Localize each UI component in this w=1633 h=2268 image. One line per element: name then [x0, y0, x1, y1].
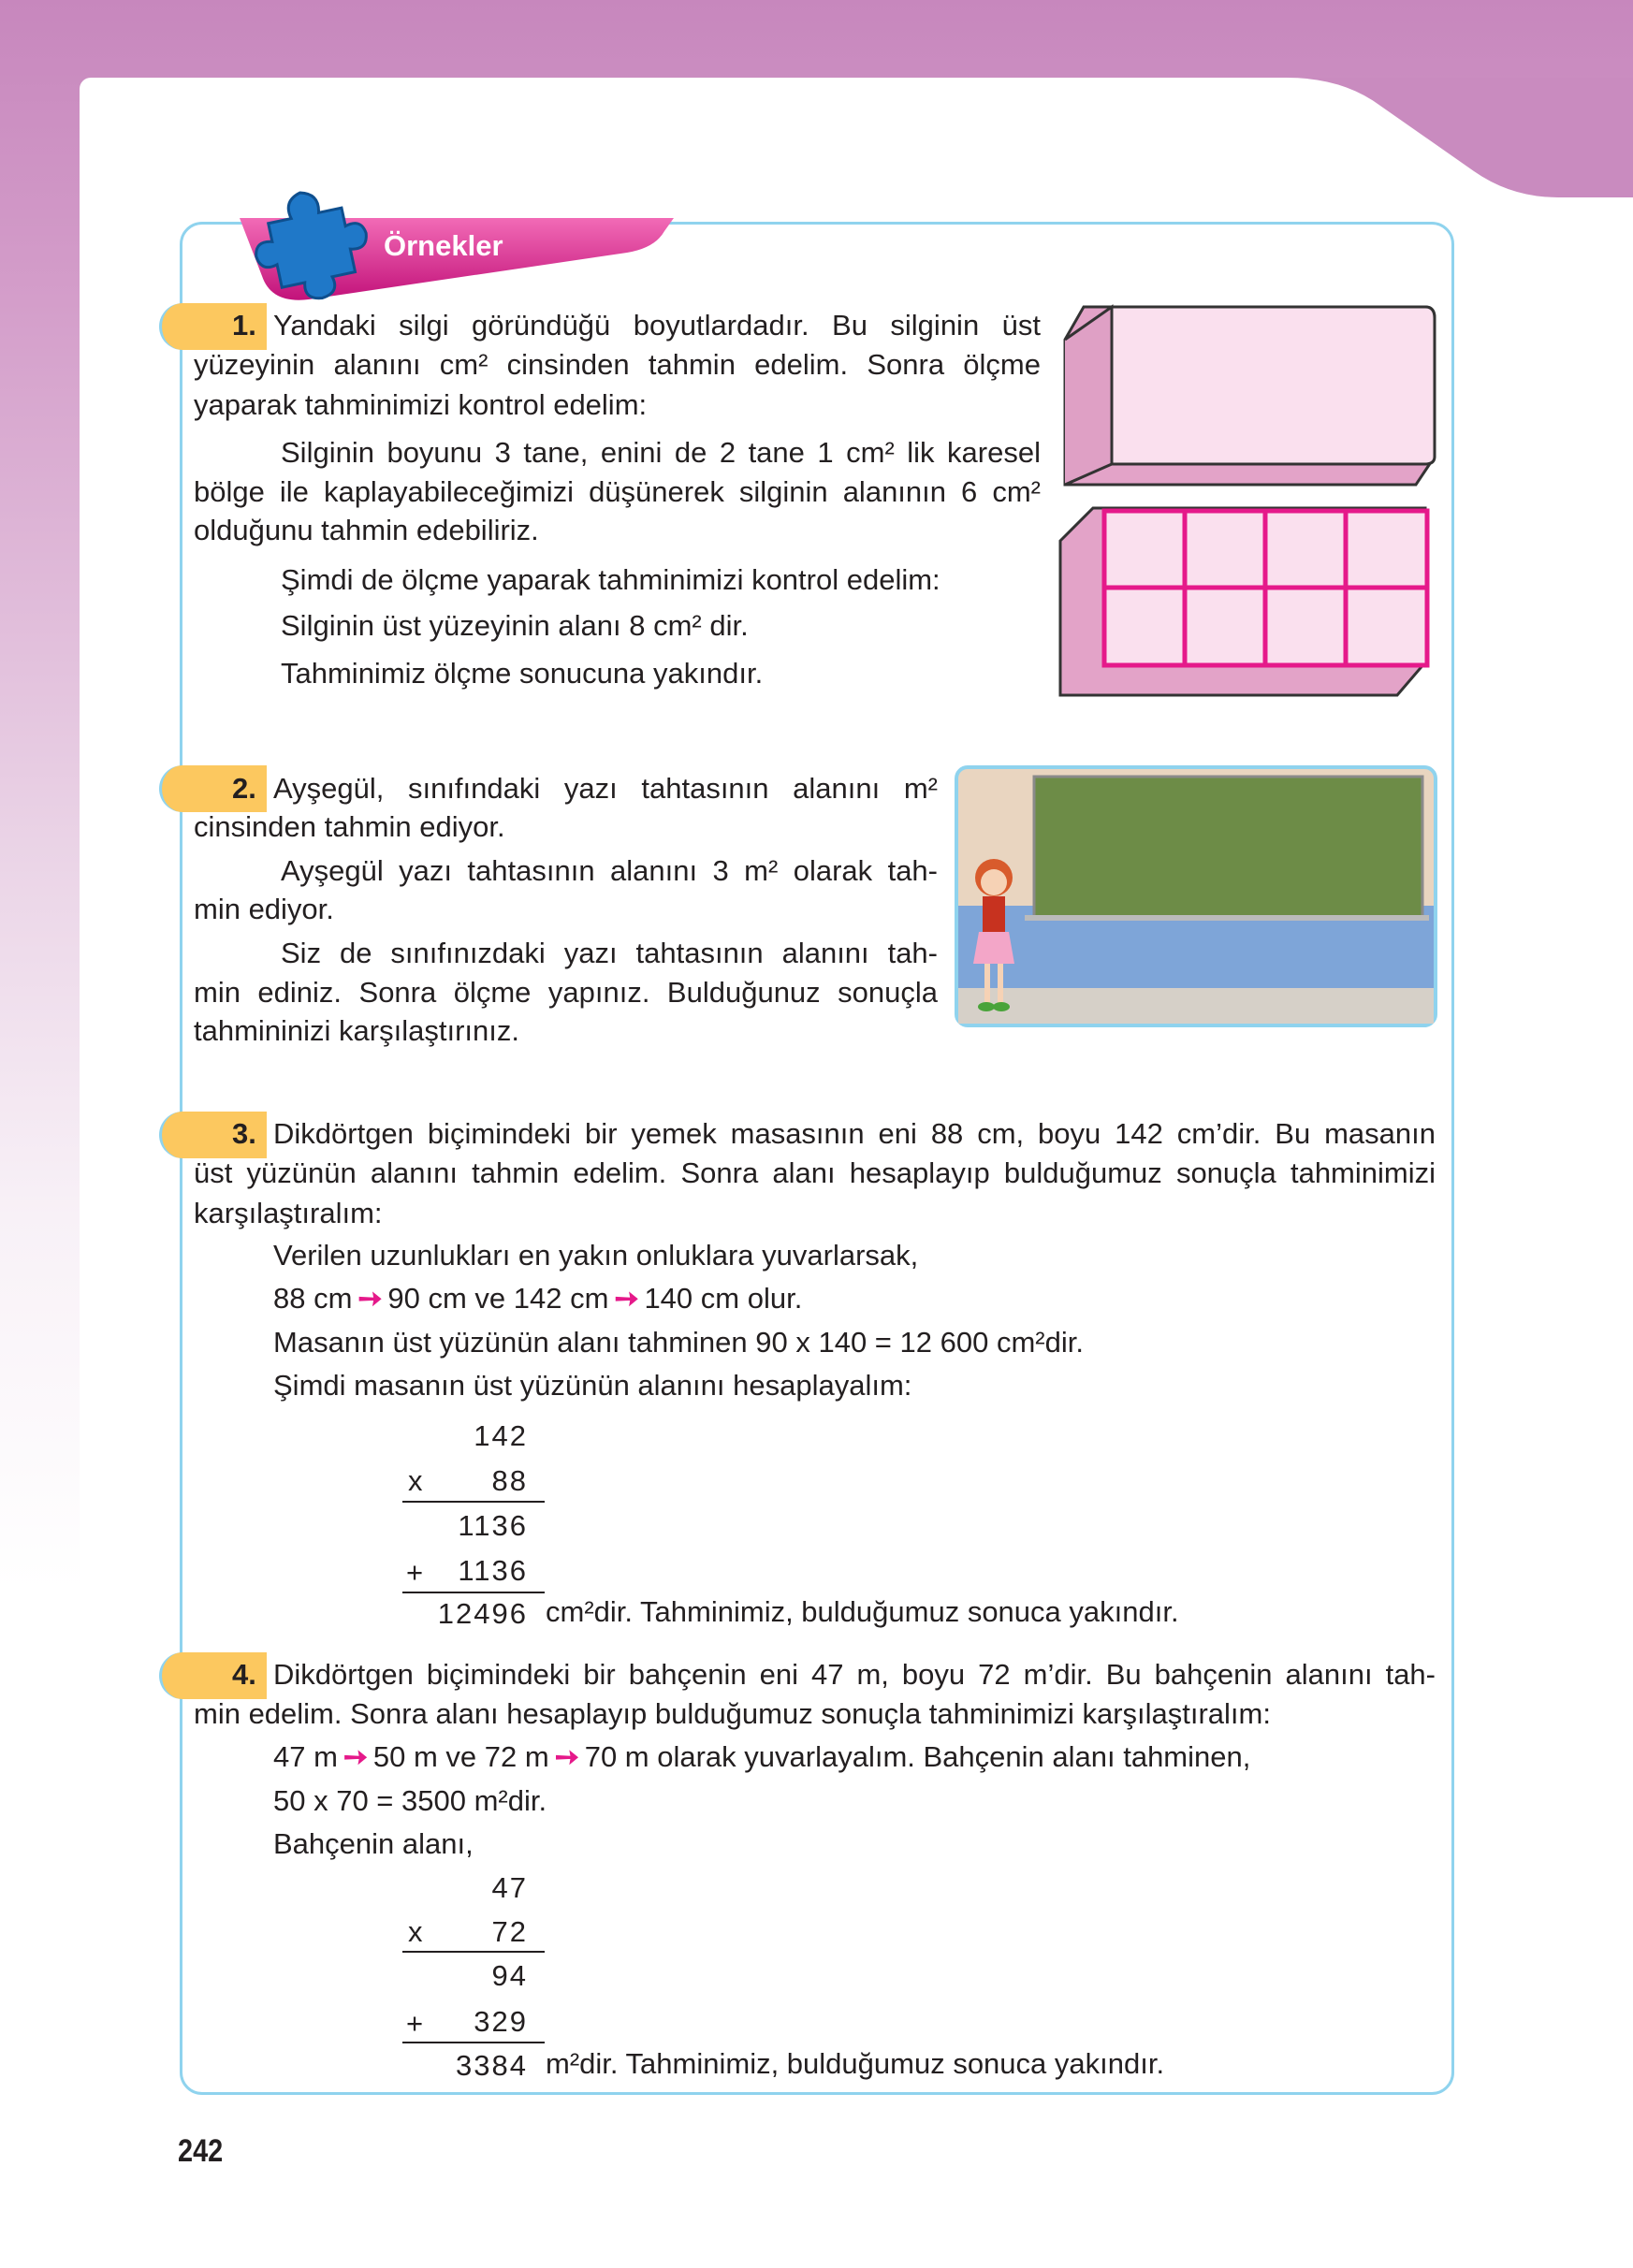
- multiplier: 88: [491, 1464, 528, 1497]
- multiplier: 72: [491, 1915, 528, 1948]
- arrow-right-icon: ➙: [343, 1740, 368, 1773]
- rounding-part: 140 cm olur.: [644, 1282, 803, 1315]
- example-number: 4.: [232, 1658, 256, 1691]
- text-line: Ayşegül yazı tahtasının alanını 3 m² olarak tah-: [281, 854, 938, 887]
- conclusion-line: cm²dir. Tahminimiz, bulduğumuz sonuca yakındır.: [546, 1595, 1179, 1628]
- text-line: cinsinden tahmin ediyor.: [194, 810, 505, 843]
- estimate-line: Masanın üst yüzünün alanı tahminen 90 x 140 = 12 600 cm²dir.: [273, 1326, 1084, 1359]
- text-line: Silginin boyunu 3 tane, enini de 2 tane 1 cm² lik karesel: [281, 436, 1041, 469]
- corner-decoration: [1072, 78, 1633, 199]
- text-line: Tahminimiz ölçme sonucuna yakındır.: [281, 657, 764, 690]
- text-line: Bahçenin alanı,: [273, 1827, 474, 1860]
- text-line: Dikdörtgen biçimindeki bir bahçenin eni 47 m, boyu 72 m’dir. Bu bahçenin alanını tah-: [273, 1658, 1436, 1691]
- rounding-part: 88 cm: [273, 1282, 353, 1315]
- text-line: Yandaki silgi göründüğü boyutlardadır. Bu silginin üst: [273, 309, 1041, 342]
- plus-sign: +: [406, 1556, 424, 1589]
- estimate-line: 50 x 70 = 3500 m²dir.: [273, 1784, 547, 1817]
- example-number: 1.: [232, 309, 256, 342]
- example-number: 3.: [232, 1117, 256, 1150]
- text-line: üst yüzünün alanını tahmin edelim. Sonra alanı hesaplayıp bulduğumuz sonuçla tahminimizi: [194, 1156, 1436, 1189]
- text-line: karşılaştıralım:: [194, 1197, 383, 1229]
- text-line: Verilen uzunlukları en yakın onluklara yuvarlarsak,: [273, 1239, 919, 1272]
- calc-result: 12496: [437, 1597, 528, 1630]
- text-line: Şimdi masanın üst yüzünün alanını hesaplayalım:: [273, 1369, 912, 1402]
- text-line: Ayşegül, sınıfındaki yazı tahtasının alanını m²: [273, 772, 938, 805]
- multiply-sign: x: [408, 1464, 423, 1497]
- rounding-part: 70 m olarak yuvarlayalım. Bahçenin alanı tahminen,: [584, 1740, 1251, 1773]
- text-line: min ediyor.: [194, 893, 334, 925]
- arrow-right-icon: ➙: [554, 1740, 579, 1773]
- partial-product: 1136: [458, 1554, 528, 1587]
- multiply-sign: x: [408, 1915, 423, 1948]
- text-line: olduğunu tahmin edebiliriz.: [194, 514, 539, 546]
- text-line: Siz de sınıfınızdaki yazı tahtasının alanını tah-: [281, 937, 938, 969]
- partial-product: 329: [474, 2005, 528, 2038]
- calc-rule: [402, 1501, 545, 1503]
- text-line: yüzeyinin alanını cm² cinsinden tahmin edelim. Sonra ölçme: [194, 348, 1041, 381]
- calc-rule: [402, 2042, 545, 2043]
- text-line: bölge ile kaplayabileceğimizi düşünerek silginin alanının 6 cm²: [194, 475, 1041, 508]
- text-line: min edelim. Sonra alanı hesaplayıp bulduğumuz sonuçla tahminimizi karşılaştıralım:: [194, 1697, 1271, 1730]
- rounding-line: [273, 1738, 1250, 1776]
- arrow-right-icon: ➙: [614, 1282, 639, 1315]
- rounding-part: 90 cm ve 142 cm: [387, 1282, 609, 1315]
- multiplicand: 142: [474, 1419, 528, 1452]
- rounding-part: 50 m ve 72 m: [372, 1740, 549, 1773]
- text-line: Silginin üst yüzeyinin alanı 8 cm² dir.: [281, 609, 749, 642]
- text-line: yaparak tahminimizi kontrol edelim:: [194, 388, 648, 421]
- multiplicand: 47: [491, 1871, 528, 1904]
- arrow-right-icon: ➙: [357, 1282, 383, 1315]
- text-line: tahmininizi karşılaştırınız.: [194, 1014, 519, 1047]
- calc-result: 3384: [456, 2049, 528, 2082]
- section-title: Örnekler: [384, 229, 503, 262]
- page-number: 242: [178, 2133, 224, 2169]
- plus-sign: +: [406, 2007, 424, 2040]
- calc-rule: [402, 1592, 545, 1593]
- eraser-illustration: [1056, 298, 1439, 700]
- example-number: 2.: [232, 772, 256, 805]
- rounding-part: 47 m: [273, 1740, 338, 1773]
- text-line: Dikdörtgen biçimindeki bir yemek masasının eni 88 cm, boyu 142 cm’dir. Bu masanın: [273, 1117, 1436, 1150]
- rounding-line: [273, 1280, 802, 1317]
- calc-rule: [402, 1951, 545, 1953]
- partial-product: 94: [491, 1959, 528, 1992]
- text-line: Şimdi de ölçme yaparak tahminimizi kontrol edelim:: [281, 563, 940, 596]
- partial-product: 1136: [458, 1509, 528, 1542]
- classroom-illustration: [955, 765, 1437, 1027]
- text-line: min ediniz. Sonra ölçme yapınız. Bulduğunuz sonuçla: [194, 976, 938, 1009]
- conclusion-line: m²dir. Tahminimiz, bulduğumuz sonuca yakındır.: [546, 2047, 1165, 2080]
